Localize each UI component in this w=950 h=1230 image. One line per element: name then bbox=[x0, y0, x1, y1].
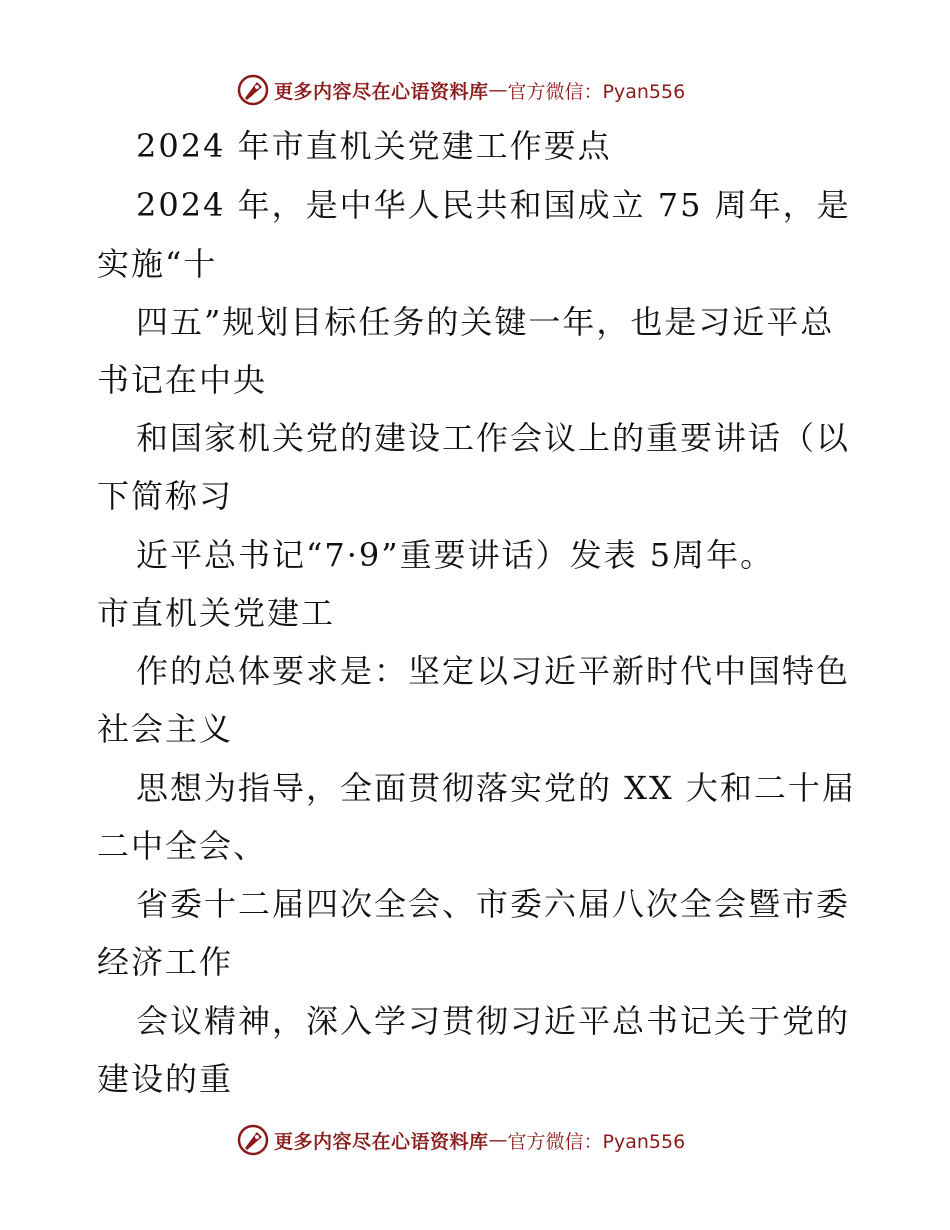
watermark-site-text: 更多内容尽在心语资料库 bbox=[274, 1130, 489, 1153]
text-line: 社会主义 bbox=[97, 710, 234, 748]
watermark-dash: — bbox=[488, 1129, 508, 1151]
text-line: 下简称习 bbox=[97, 477, 234, 515]
watermark-contact: 官方微信：Pyan556 bbox=[507, 80, 686, 103]
text-line: 近平总书记“7·9”重要讲话）发表 5周年。 bbox=[136, 536, 775, 574]
text-line: 作的总体要求是：坚定以习近平新时代中国特色 bbox=[136, 652, 851, 690]
text-line: 四五”规划目标任务的关键一年，也是习近平总 bbox=[136, 303, 835, 341]
text-line: 和国家机关党的建设工作会议上的重要讲话（以 bbox=[136, 419, 851, 457]
pen-nib-logo-icon bbox=[236, 73, 270, 107]
header-watermark bbox=[236, 72, 685, 108]
text-line: 市直机关党建工 bbox=[97, 594, 336, 632]
text-line: 2024 年，是中华人民共和国成立 75 周年，是 bbox=[136, 186, 851, 224]
footer-watermark bbox=[236, 1122, 685, 1158]
watermark-contact: 官方微信：Pyan556 bbox=[507, 1130, 686, 1153]
text-line: 思想为指导，全面贯彻落实党的 XX 大和二十届 bbox=[136, 769, 856, 807]
text-line: 实施“十 bbox=[97, 245, 218, 283]
text-line: 经济工作 bbox=[97, 943, 234, 981]
text-line: 建设的重 bbox=[97, 1060, 234, 1098]
pen-nib-logo-icon bbox=[236, 1123, 270, 1157]
text-line: 二中全会、 bbox=[97, 827, 268, 865]
watermark-site-text: 更多内容尽在心语资料库 bbox=[274, 80, 489, 103]
text-line: 会议精神，深入学习贯彻习近平总书记关于党的 bbox=[136, 1002, 851, 1040]
document-title: 2024 年市直机关党建工作要点 bbox=[136, 127, 612, 165]
watermark-dash: — bbox=[488, 79, 508, 101]
text-line: 省委十二届四次全会、市委六届八次全会暨市委 bbox=[136, 885, 851, 923]
text-line: 书记在中央 bbox=[97, 361, 268, 399]
